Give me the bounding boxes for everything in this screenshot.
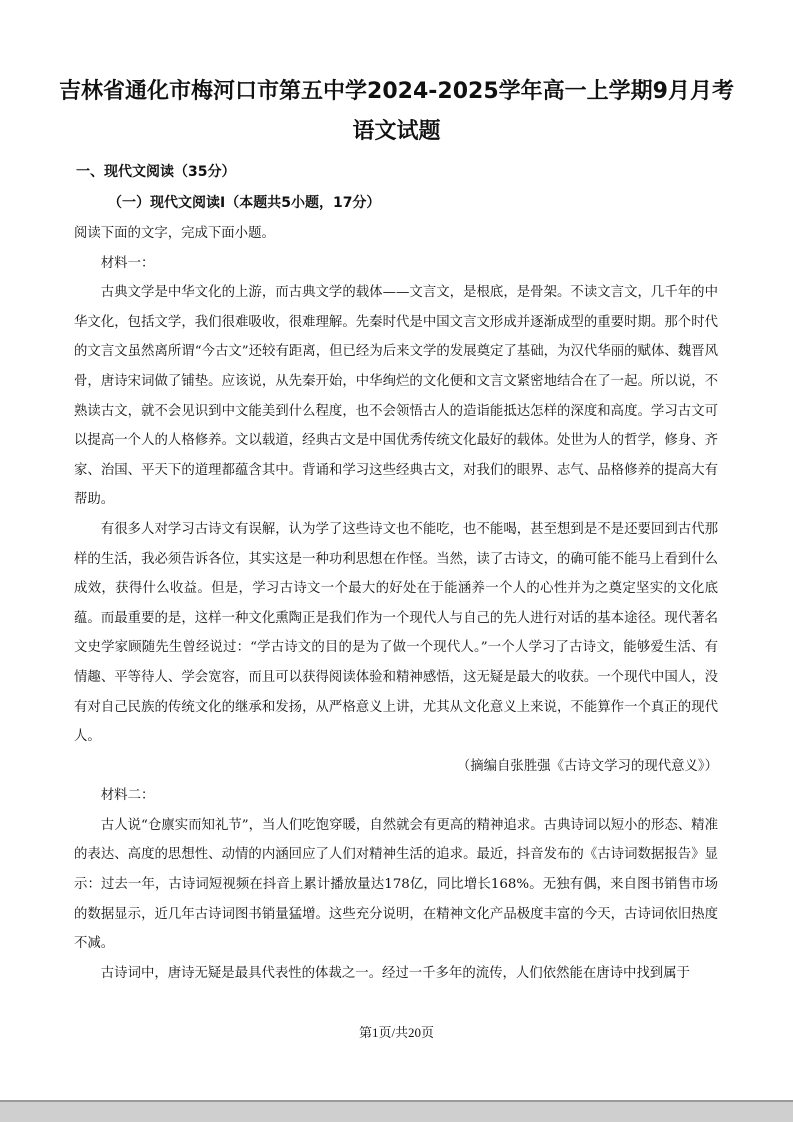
material2-paragraph-1: 古人说“仓廪实而知礼节”，当人们吃饱穿暖，自然就会有更高的精神追求。古典诗词以短小的形态、精准的表达、高度的思想性、动情的内涵回应了人们对精神生活的追求。最近，抖音发布的《古诗词数据报告》显示：过去一年，古诗词短视频在抖音上累计播放量达178亿，同比增长168%。无独有偶，来自图书销售市场的数据显示，近几年古诗词图书销量猛增。这些充分说明，在精神文化产品极度丰富的今天，古诗词依旧热度不减。 bbox=[74, 817, 718, 952]
material1-paragraph-2: 有很多人对学习古诗文有误解，认为学了这些诗文也不能吃，也不能喝，甚至想到是不是还要回到古代那样的生活，我必须告诉各位，其实这是一种功利思想在作怪。当然，读了古诗文，的确可能不能马上看到什么成效，获得什么收益。但是，学习古诗文一个最大的好处在于能涵养一个人的心性并为之奠定坚实的文化底蕴。而最重要的是，这样一种文化熏陶正是我们作为一个现代人与自己的先人进行对话的基本途径。现代著名文史学家顾随先生曾经说过：“学古诗文的目的是为了做一个现代人。”一个人学习了古诗文，能够爱生活、有情趣、平等待人、学会宽容，而且可以获得阅读体验和精神感悟，这无疑是最大的收获。一个现代中国人，没有对自己民族的传统文化的继承和发扬，从严格意义上讲，尤其从文化意义上来说，不能算作一个真正的现代人。 bbox=[74, 521, 718, 745]
exam-title: 吉林省通化市梅河口市第五中学2024-2025学年高一上学期9月月考 bbox=[59, 79, 734, 104]
exam-subject-title: 语文试题 bbox=[352, 119, 441, 144]
reading-passage bbox=[74, 219, 718, 988]
material1-paragraph-1: 古典文学是中华文化的上游，而古典文学的载体——文言文，是根底，是骨架。不读文言文，几千年的中华文化，包括文学，我们很难吸收，很难理解。先秦时代是中国文言文形成并逐渐成型的重要时期。那个时代的文言文虽然离所谓“今古文”还较有距离，但已经为后来文学的发展奠定了基础，为汉代华丽的赋体、魏晋风骨，唐诗宋词做了铺垫。应该说，从先秦开始，中华绚烂的文化便和文言文紧密地结合在了一起。所以说，不熟读古文，就不会见识到中文能美到什么程度，也不会领悟古人的造诣能抵达怎样的深度和高度。学习古文可以提高一个人的人格修养。文以载道，经典古文是中国优秀传统文化最好的载体。处世为人的哲学，修身、齐家、治国、平天下的道理都蕴含其中。背诵和学习这些经典古文，对我们的眼界、志气、品格修养的提高大有帮助。 bbox=[74, 285, 718, 508]
subsection-heading: （一）现代文阅读Ⅰ（本题共5小题，17分） bbox=[108, 195, 381, 211]
viewer-bottom-bar bbox=[0, 1102, 793, 1122]
material-label: 材料一： bbox=[100, 255, 155, 271]
page-number: 第1页/共20页 bbox=[358, 1025, 435, 1040]
material2-paragraph-2: 古诗词中，唐诗无疑是最具代表性的体裁之一。经过一千多年的流传，人们依然能在唐诗中找到属于 bbox=[100, 965, 690, 981]
material1-source: （摘编自张胜强《古诗文学习的现代意义》） bbox=[456, 758, 718, 774]
material-label: 材料二： bbox=[100, 788, 155, 804]
instruction-text: 阅读下面的文字，完成下面小题。 bbox=[74, 226, 275, 241]
section-heading: 一、现代文阅读（35分） bbox=[76, 164, 236, 180]
